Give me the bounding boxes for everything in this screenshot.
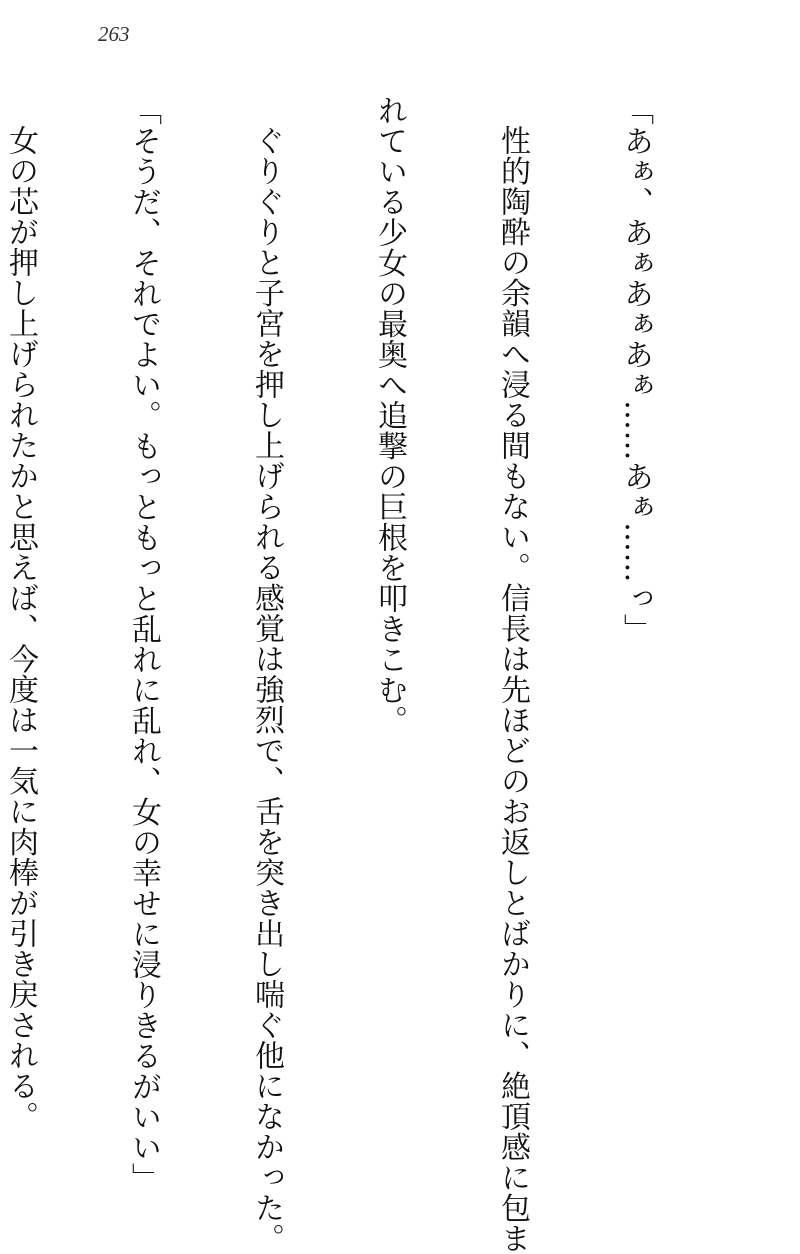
novel-text-column-block	[0, 95, 738, 1254]
text-line: れている少女の最奥へ追撃の巨根を叩きこむ。	[372, 95, 407, 736]
text-line: ぐりぐりと子宮を押し上げられる感覚は強烈で、舌を突き出し喘ぐ他になかった。	[249, 125, 284, 1254]
page-number: 263	[98, 22, 130, 46]
text-line: 女の芯が押し上げられたかと思えば、今度は一気に肉棒が引き戻される。	[3, 125, 38, 1132]
text-line: 「そうだ、それでよい。もっともっと乱れに乱れ、女の幸せに浸りきるがいい」	[126, 95, 161, 1193]
text-line: 性的陶酔の余韻へ浸る間もない。信長は先ほどのお返しとばかりに、絶頂感に包ま	[495, 125, 530, 1254]
text-line: 「あぁ、あぁあぁあぁ……あぁ……っ」	[618, 95, 653, 644]
